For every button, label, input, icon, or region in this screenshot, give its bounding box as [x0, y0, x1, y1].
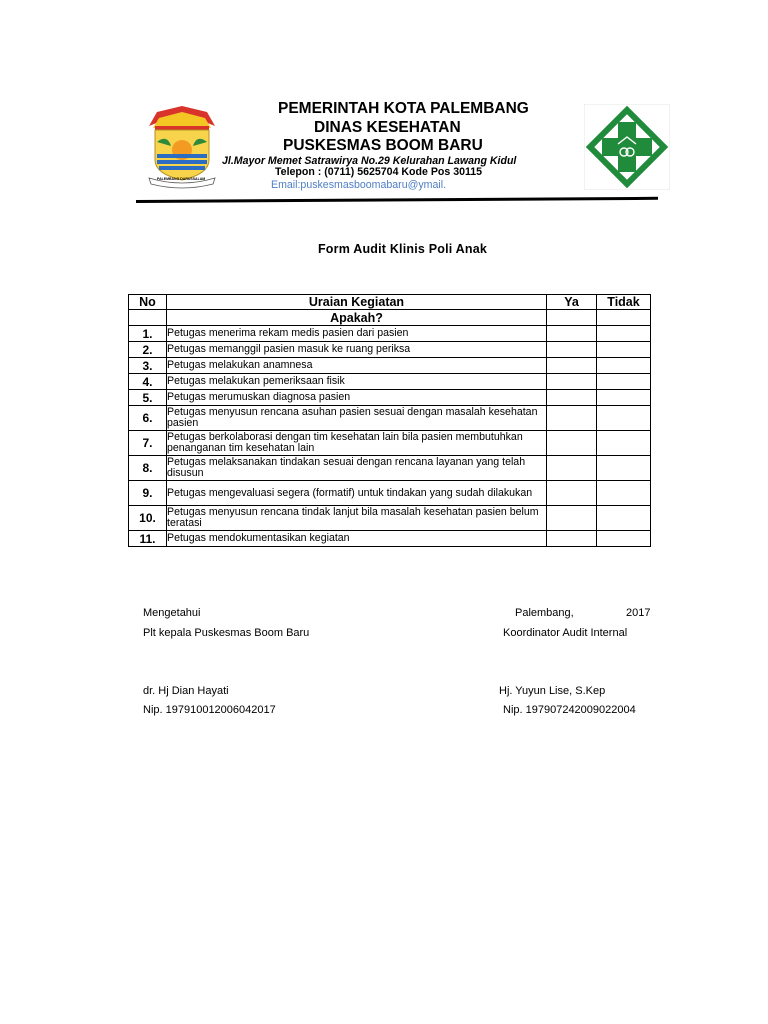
- row-number: 2.: [129, 342, 167, 358]
- table-row: [129, 431, 651, 456]
- header-divider: [136, 197, 658, 203]
- row-activity: Petugas berkolaborasi dengan tim kesehatan lain bila pasien membutuhkan penanganan tim kesehatan lain: [167, 431, 547, 456]
- no-checkbox-cell[interactable]: [597, 431, 651, 456]
- no-checkbox-cell[interactable]: [597, 342, 651, 358]
- column-header-yes: Ya: [547, 295, 597, 310]
- yes-checkbox-cell[interactable]: [547, 390, 597, 406]
- row-activity: Petugas mengevaluasi segera (formatif) untuk tindakan yang sudah dilakukan: [167, 481, 547, 506]
- table-row: [129, 374, 651, 390]
- table-row: [129, 326, 651, 342]
- row-activity: Petugas melakukan pemeriksaan fisik: [167, 374, 547, 390]
- table-row: [129, 358, 651, 374]
- row-number: 11.: [129, 531, 167, 547]
- column-header-no-answer: Tidak: [597, 295, 651, 310]
- yes-checkbox-cell[interactable]: [547, 342, 597, 358]
- row-activity: Petugas melakukan anamnesa: [167, 358, 547, 374]
- row-activity: Petugas menerima rekam medis pasien dari pasien: [167, 326, 547, 342]
- header-department-line: DINAS KESEHATAN: [314, 119, 461, 136]
- row-activity: Petugas menyusun rencana tindak lanjut bila masalah kesehatan pasien belum teratasi: [167, 506, 547, 531]
- subheader-empty-cell: [547, 310, 597, 326]
- header-email: Email:puskesmasboomabaru@ymail.: [271, 179, 447, 191]
- header-address: Jl.Mayor Memet Satrawirya No.29 Kelurahan Lawang Kidul: [222, 155, 517, 167]
- yes-checkbox-cell[interactable]: [547, 456, 597, 481]
- no-checkbox-cell[interactable]: [597, 481, 651, 506]
- no-checkbox-cell[interactable]: [597, 390, 651, 406]
- row-activity: Petugas menyusun rencana asuhan pasien sesuai dengan masalah kesehatan pasien: [167, 406, 547, 431]
- row-activity: Petugas melaksanakan tindakan sesuai dengan rencana layanan yang telah disusun: [167, 456, 547, 481]
- signature-right-role: Koordinator Audit Internal: [503, 627, 628, 639]
- row-number: 7.: [129, 431, 167, 456]
- row-number: 6.: [129, 406, 167, 431]
- row-number: 1.: [129, 326, 167, 342]
- row-number: 9.: [129, 481, 167, 506]
- table-row: [129, 456, 651, 481]
- row-activity: Petugas merumuskan diagnosa pasien: [167, 390, 547, 406]
- signature-left-name: dr. Hj Dian Hayati: [143, 685, 229, 697]
- puskesmas-cross-logo-icon: [584, 104, 670, 190]
- yes-checkbox-cell[interactable]: [547, 531, 597, 547]
- table-row: [129, 531, 651, 547]
- table-row: [129, 506, 651, 531]
- yes-checkbox-cell[interactable]: [547, 506, 597, 531]
- signature-left-acknowledged: Mengetahui: [143, 607, 201, 619]
- no-checkbox-cell[interactable]: [597, 358, 651, 374]
- no-checkbox-cell[interactable]: [597, 531, 651, 547]
- signature-right-year: 2017: [626, 607, 651, 619]
- column-header-description: Uraian Kegiatan: [167, 295, 547, 310]
- audit-table: [128, 294, 651, 547]
- no-checkbox-cell[interactable]: [597, 374, 651, 390]
- subheader-empty-cell: [129, 310, 167, 326]
- row-number: 8.: [129, 456, 167, 481]
- yes-checkbox-cell[interactable]: [547, 406, 597, 431]
- row-number: 10.: [129, 506, 167, 531]
- palembang-city-crest-icon: [143, 104, 221, 190]
- signature-right-name: Hj. Yuyun Lise, S.Kep: [499, 685, 606, 697]
- table-row: [129, 406, 651, 431]
- signature-left-position: Plt kepala Puskesmas Boom Baru: [143, 627, 310, 639]
- subheader-question: Apakah?: [167, 310, 547, 326]
- table-row: [129, 390, 651, 406]
- signature-right-nip: Nip. 197907242009022004: [503, 704, 636, 716]
- yes-checkbox-cell[interactable]: [547, 374, 597, 390]
- signature-right-place: Palembang,: [515, 607, 574, 619]
- yes-checkbox-cell[interactable]: [547, 326, 597, 342]
- subheader-empty-cell: [597, 310, 651, 326]
- yes-checkbox-cell[interactable]: [547, 431, 597, 456]
- no-checkbox-cell[interactable]: [597, 406, 651, 431]
- row-activity: Petugas memanggil pasien masuk ke ruang periksa: [167, 342, 547, 358]
- row-number: 4.: [129, 374, 167, 390]
- row-number: 5.: [129, 390, 167, 406]
- no-checkbox-cell[interactable]: [597, 326, 651, 342]
- form-title: Form Audit Klinis Poli Anak: [317, 242, 488, 256]
- header-government-line: PEMERINTAH KOTA PALEMBANG: [278, 100, 529, 117]
- table-row: [129, 481, 651, 506]
- header-phone: Telepon : (0711) 5625704 Kode Pos 30115: [275, 166, 483, 178]
- row-activity: Petugas mendokumentasikan kegiatan: [167, 531, 547, 547]
- header-institution-line: PUSKESMAS BOOM BARU: [283, 137, 483, 154]
- yes-checkbox-cell[interactable]: [547, 481, 597, 506]
- signature-left-nip: Nip. 197910012006042017: [143, 704, 276, 716]
- crest-ribbon-text: PALEMBANG DARUSSALAM: [157, 177, 206, 181]
- table-row: [129, 342, 651, 358]
- yes-checkbox-cell[interactable]: [547, 358, 597, 374]
- row-number: 3.: [129, 358, 167, 374]
- column-header-no: No: [129, 295, 167, 310]
- no-checkbox-cell[interactable]: [597, 456, 651, 481]
- no-checkbox-cell[interactable]: [597, 506, 651, 531]
